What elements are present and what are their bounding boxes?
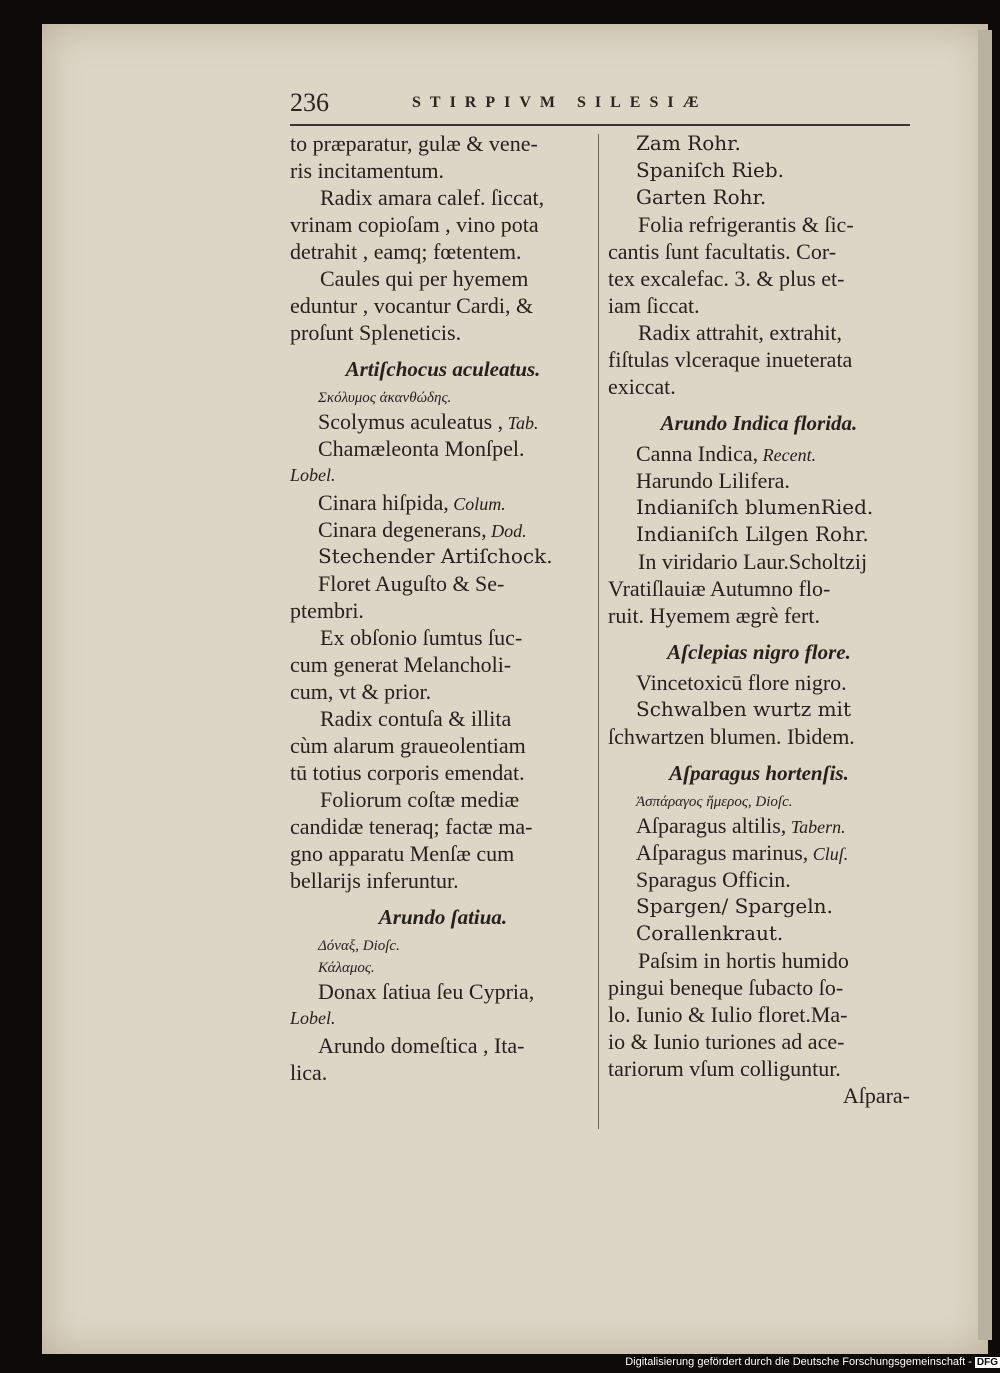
paragraph-line-text: Ex obſonio ſumtus ſuc-: [320, 625, 523, 650]
author-abbrev: Colum.: [448, 494, 506, 514]
synonym-line: [608, 839, 910, 866]
german-name-line-text: Spaniſch Rieb.: [636, 158, 784, 182]
german-name-line: [608, 494, 910, 521]
german-name-line: [290, 543, 596, 570]
catchword: [608, 1082, 910, 1109]
text-line: [608, 723, 910, 750]
author-abbrev: Tabern.: [786, 817, 846, 837]
text-line: [290, 840, 596, 867]
text-line: [608, 346, 910, 373]
german-name-line-text: Indianiſch Lilgen Rohr.: [636, 522, 869, 546]
entry-heading-text: Arundo ſatiua.: [378, 905, 508, 929]
paragraph-line-text: Radix contuſa & illita: [320, 706, 512, 731]
text-line-text: pingui beneque ſubacto ſo-: [608, 975, 844, 1000]
synonym-line-text: Scolymus aculeatus ,: [318, 409, 504, 434]
paragraph-line: [608, 947, 910, 974]
text-line-text: ſchwartzen blumen. Ibidem.: [608, 724, 855, 749]
text-line-text: io & Iunio turiones ad ace-: [608, 1029, 845, 1054]
text-line: [290, 732, 596, 759]
dfg-logo: DFG: [976, 1357, 998, 1368]
text-line: [608, 1055, 910, 1082]
synonym-line-text: Vincetoxicū flore nigro.: [636, 670, 847, 695]
text-line-text: gno apparatu Menſæ cum: [290, 841, 515, 866]
paragraph-line-text: Radix amara calef. ſiccat,: [320, 185, 545, 210]
author-abbrev: Recent.: [758, 445, 817, 465]
author-line-text: Lobel.: [290, 465, 336, 485]
text-line: [608, 292, 910, 319]
german-name-line: [608, 521, 910, 548]
text-line-text: Vratiſlauiæ Autumno flo-: [608, 576, 831, 601]
text-line: [290, 157, 596, 184]
text-line: [290, 211, 596, 238]
greek-name-line: [608, 790, 910, 812]
column-divider: [598, 134, 599, 1129]
greek-name-line-text: Δόναξ, Dioſc.: [318, 938, 400, 954]
page-number: 236: [290, 88, 329, 117]
german-name-line-text: Indianiſch blumenRied.: [636, 495, 874, 519]
text-line-text: eduntur , vocantur Cardi, &: [290, 293, 534, 318]
entry-heading-text: Artiſchocus aculeatus.: [345, 357, 541, 381]
text-line-text: vrinam copioſam , vino pota: [290, 212, 539, 237]
paragraph-line-text: In viridario Laur.Scholtzij: [638, 549, 868, 574]
synonym-line: [608, 812, 910, 839]
text-line: [290, 319, 596, 346]
text-line-text: lo. Iunio & Iulio floret.Ma-: [608, 1002, 848, 1027]
german-name-line: [608, 893, 910, 920]
paragraph-line: [608, 211, 910, 238]
text-line: [290, 238, 596, 265]
text-line-text: tū totius corporis emendat.: [290, 760, 525, 785]
text-line-text: fiſtulas vlceraque inueterata: [608, 347, 853, 372]
greek-name-line: [290, 934, 596, 956]
german-name-line: [608, 130, 910, 157]
text-line: [608, 238, 910, 265]
text-line: [608, 602, 910, 629]
synonym-line-text: Cinara hiſpida,: [318, 490, 449, 515]
german-name-line-text: Corallenkraut.: [636, 921, 784, 945]
author-abbrev: Tab.: [503, 413, 539, 433]
left-column: [290, 130, 596, 1086]
greek-name-line: [290, 386, 596, 408]
synonym-line-text: Aſparagus marinus,: [636, 840, 809, 865]
greek-name-line: [290, 956, 596, 978]
paragraph-line-text: Paſsim in hortis humido: [638, 948, 849, 973]
text-line: [290, 759, 596, 786]
footer-credit-text: Digitalisierung gefördert durch die Deutsche Forschungsgemeinschaft -: [625, 1356, 972, 1368]
text-line-text: ruit. Hyemem ægrè fert.: [608, 603, 820, 628]
page-edge: [978, 30, 992, 1340]
running-title: STIRPIVM SILESIÆ: [412, 94, 708, 111]
author-abbrev: Cluſ.: [808, 844, 849, 864]
synonym-line: [290, 516, 596, 543]
text-line-text: iam ſiccat.: [608, 293, 700, 318]
synonym-line: [290, 489, 596, 516]
text-line-text: candidæ teneraq; factæ ma-: [290, 814, 533, 839]
page-header: [290, 88, 910, 122]
text-line-text: cantis ſunt facultatis. Cor-: [608, 239, 837, 264]
text-line-text: ris incitamentum.: [290, 158, 444, 183]
synonym-line: [290, 435, 596, 462]
text-line: [290, 292, 596, 319]
text-line: [290, 651, 596, 678]
text-line: [290, 130, 596, 157]
text-line: [608, 575, 910, 602]
text-line-text: cum, vt & prior.: [290, 679, 432, 704]
german-name-line-text: Zam Rohr.: [636, 131, 741, 155]
paragraph-line-text: Folia refrigerantis & ſic-: [638, 212, 854, 237]
paragraph-line: [290, 184, 596, 211]
synonym-line: [608, 669, 910, 696]
text-line: [290, 597, 596, 624]
synonym-line-text: Canna Indica,: [636, 441, 759, 466]
entry-heading-text: Aſclepias nigro flore.: [667, 640, 851, 664]
paragraph-line-text: Radix attrahit, extrahit,: [638, 320, 843, 345]
text-line: [290, 1059, 596, 1086]
text-line: [608, 373, 910, 400]
text-line-text: tex excalefac. 3. & plus et-: [608, 266, 845, 291]
synonym-line: [290, 570, 596, 597]
author-line-text: Lobel.: [290, 1008, 336, 1028]
german-name-line-text: Stechender Artiſchock.: [318, 544, 553, 568]
author-abbrev: Dod.: [486, 521, 527, 541]
header-rule: [290, 124, 910, 126]
entry-heading-text: Aſparagus hortenſis.: [669, 761, 849, 785]
paragraph-line-text: Caules qui per hyemem: [320, 266, 529, 291]
catchword-text: Aſpara-: [842, 1083, 910, 1108]
synonym-line: [608, 866, 910, 893]
entry-heading: [608, 400, 910, 440]
author-line: [290, 1005, 596, 1032]
german-name-line: [608, 696, 910, 723]
synonym-line-text: Harundo Lilifera.: [636, 468, 790, 493]
german-name-line: [608, 920, 910, 947]
text-line-text: detrahit , eamq; fœtentem.: [290, 239, 522, 264]
text-line: [608, 1001, 910, 1028]
text-line-text: cum generat Melancholi-: [290, 652, 512, 677]
entry-heading-text: Arundo Indica florida.: [660, 411, 858, 435]
text-line-text: ptembri.: [290, 598, 364, 623]
paragraph-line: [608, 319, 910, 346]
text-line: [290, 813, 596, 840]
paragraph-line: [290, 624, 596, 651]
synonym-line-text: Arundo domeſtica , Ita-: [318, 1033, 525, 1058]
synonym-line-text: Chamæleonta Monſpel.: [318, 436, 525, 461]
text-line: [608, 265, 910, 292]
paragraph-line: [290, 705, 596, 732]
text-line: [290, 678, 596, 705]
paragraph-line-text: Foliorum coſtæ mediæ: [320, 787, 520, 812]
text-line-text: to præparatur, gulæ & vene-: [290, 131, 538, 156]
greek-name-line-text: Σκόλυμος ἀκανθώδης.: [318, 390, 452, 406]
synonym-line-text: Aſparagus altilis,: [636, 813, 787, 838]
german-name-line-text: Schwalben wurtz mit: [636, 697, 851, 721]
greek-name-line-text: Ἀσπάραγος ἥμερος, Dioſc.: [636, 794, 793, 810]
german-name-line-text: Spargen/ Spargeln.: [636, 894, 833, 918]
synonym-line-text: Donax ſatiua ſeu Cypria,: [318, 979, 535, 1004]
text-line-text: tariorum vſum colliguntur.: [608, 1056, 841, 1081]
text-line-text: proſunt Spleneticis.: [290, 320, 462, 345]
text-line-text: bellarijs inferuntur.: [290, 868, 459, 893]
german-name-line: [608, 184, 910, 211]
entry-heading: [608, 629, 910, 669]
footer-credit: [600, 1356, 1000, 1373]
text-line: [290, 867, 596, 894]
german-name-line-text: Garten Rohr.: [636, 185, 767, 209]
synonym-line: [608, 467, 910, 494]
author-line: [290, 462, 596, 489]
text-line: [608, 974, 910, 1001]
entry-heading: [290, 894, 596, 934]
text-line-text: lica.: [290, 1060, 328, 1085]
text-line-text: exiccat.: [608, 374, 676, 399]
synonym-line: [608, 440, 910, 467]
synonym-line: [290, 978, 596, 1005]
paragraph-line: [608, 548, 910, 575]
synonym-line-text: Sparagus Officin.: [636, 867, 791, 892]
entry-heading: [290, 346, 596, 386]
synonym-line: [290, 1032, 596, 1059]
paragraph-line: [290, 786, 596, 813]
synonym-line-text: Cinara degenerans,: [318, 517, 487, 542]
text-line-text: cùm alarum graueolentiam: [290, 733, 526, 758]
synonym-line: [290, 408, 596, 435]
german-name-line: [608, 157, 910, 184]
synonym-line-text: Floret Auguſto & Se-: [318, 571, 505, 596]
right-column: [608, 130, 910, 1109]
paragraph-line: [290, 265, 596, 292]
greek-name-line-text: Κάλαμος.: [318, 960, 375, 976]
entry-heading: [608, 750, 910, 790]
text-line: [608, 1028, 910, 1055]
